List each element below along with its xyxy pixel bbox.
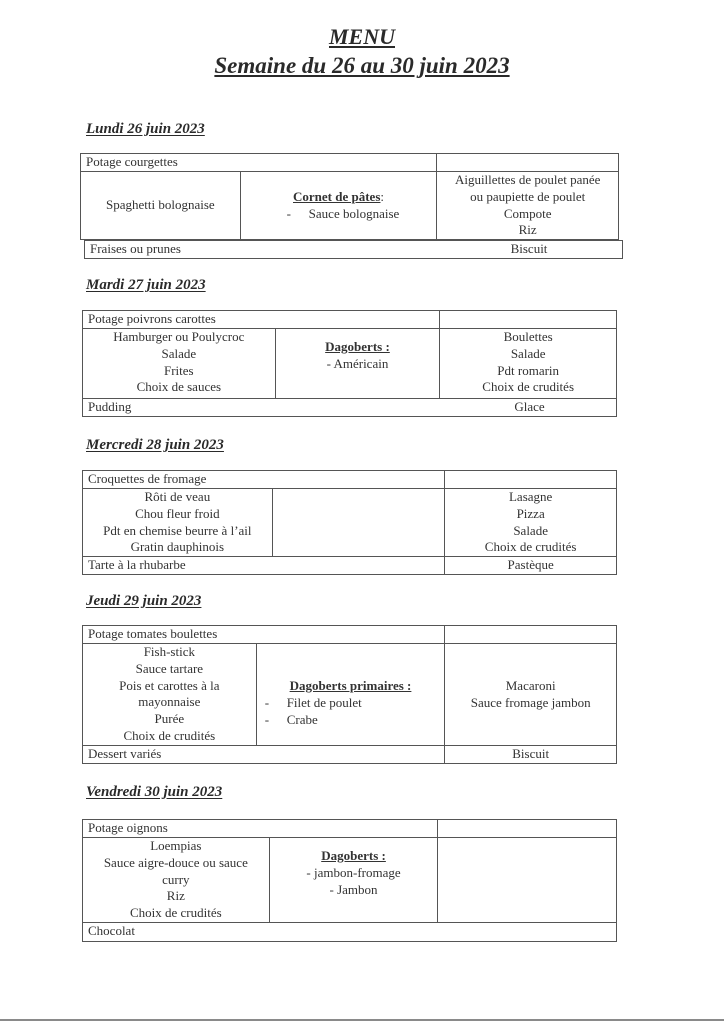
page-bottom-edge	[0, 1019, 724, 1021]
dessert-left: Pudding	[88, 399, 132, 414]
dish-line: Hamburger ou Poulycroc	[113, 329, 245, 344]
dish-line: Pdt en chemise beurre à l’ail	[103, 522, 252, 538]
empty-cell	[445, 471, 617, 489]
dessert-row-lundi	[84, 240, 623, 259]
alternative-title-text: Cornet de pâtes	[293, 188, 381, 204]
soup-cell: Potage oignons	[83, 820, 438, 838]
option-cell	[438, 838, 617, 923]
main-dish-cell	[83, 489, 273, 557]
alternative-item	[245, 206, 433, 223]
dish-line: Chou fleur froid	[135, 505, 220, 521]
dish-line: Salade	[510, 345, 546, 361]
alternative-item-text: Filet de poulet	[286, 694, 362, 710]
main-dish-cell	[83, 838, 270, 923]
alternative-cell	[272, 489, 445, 557]
dish-line: Pois et carottes à la	[119, 677, 220, 693]
page-title: MENU	[328, 24, 395, 49]
dish-line: Choix de crudités	[129, 905, 222, 921]
dessert-left: Dessert variés	[83, 746, 445, 764]
dish-line: Spaghetti bolognaise	[105, 197, 215, 213]
main-dish-cell	[83, 329, 276, 399]
soup-cell: Croquettes de fromage	[83, 471, 445, 489]
alternative-cell	[240, 172, 437, 240]
alternative-cell	[256, 644, 445, 746]
dish-line: Choix de crudités	[482, 379, 575, 395]
dish-line: Loempias	[150, 838, 202, 853]
alternative-item	[261, 712, 441, 729]
dessert-right: Glace	[514, 399, 545, 414]
empty-cell	[440, 311, 617, 329]
dish-line: curry	[162, 871, 190, 887]
dish-line: Choix de crudités	[123, 727, 216, 743]
empty-cell	[438, 820, 617, 838]
dish-line: Gratin dauphinois	[130, 539, 225, 555]
day-heading-mardi: Mardi 27 juin 2023	[86, 277, 206, 293]
alternative-title: Dagoberts primaires :	[289, 678, 412, 693]
page-subtitle: Semaine du 26 au 30 juin 2023	[214, 53, 510, 78]
dessert-row	[83, 399, 617, 417]
dessert-left: Fraises ou prunes	[90, 241, 181, 256]
dish-line: Sauce tartare	[135, 660, 204, 676]
title-suffix: :	[380, 188, 385, 204]
alternative-item: - Jambon	[329, 881, 378, 897]
soup-cell: Potage poivrons carottes	[83, 311, 440, 329]
alternative-title: Dagoberts :	[325, 339, 390, 354]
main-dish-cell	[81, 172, 241, 240]
dash: -	[264, 711, 270, 727]
dish-line: Riz	[518, 222, 537, 238]
alternative-item: - Américain	[326, 355, 389, 371]
alternative-title	[293, 189, 380, 204]
menu-table-vendredi	[82, 819, 617, 942]
dish-line: Salade	[513, 522, 548, 538]
dessert-right: Pastèque	[445, 557, 617, 575]
dish-line: mayonnaise	[138, 694, 201, 710]
alternative-item	[261, 695, 441, 712]
empty-cell	[437, 154, 619, 172]
alternative-item-text: Sauce bolognaise	[308, 205, 400, 221]
dish-line: Macaroni	[505, 677, 556, 693]
dash: -	[286, 205, 292, 221]
dish-line: Frites	[164, 362, 194, 378]
day-heading-vendredi: Vendredi 30 juin 2023	[86, 784, 223, 800]
option-cell	[445, 489, 617, 557]
soup-cell: Potage courgettes	[81, 154, 437, 172]
day-heading-mercredi: Mercredi 28 juin 2023	[86, 437, 224, 453]
dessert-left: Chocolat	[83, 923, 617, 942]
alternative-title: Dagoberts :	[321, 848, 386, 863]
option-cell	[445, 644, 617, 746]
menu-table-mercredi	[82, 470, 617, 575]
dish-line: ou paupiette de poulet	[470, 188, 586, 204]
dish-line: Pizza	[516, 505, 545, 521]
dish-line: Choix de crudités	[484, 539, 577, 555]
dessert-right: Biscuit	[445, 746, 617, 764]
day-heading-lundi: Lundi 26 juin 2023	[86, 121, 205, 137]
dish-line: Boulettes	[503, 329, 553, 344]
dish-line: Lasagne	[508, 489, 553, 504]
empty-cell	[445, 626, 617, 644]
dish-line: Salade	[161, 345, 197, 361]
dessert-left: Tarte à la rhubarbe	[83, 557, 445, 575]
dish-line: Riz	[166, 888, 185, 904]
option-cell	[437, 172, 619, 240]
dash: -	[264, 694, 270, 710]
dish-line: Pdt romarin	[497, 362, 560, 378]
menu-table-jeudi	[82, 625, 617, 764]
soup-cell: Potage tomates boulettes	[83, 626, 445, 644]
alternative-cell	[275, 329, 440, 399]
day-heading-jeudi: Jeudi 29 juin 2023	[86, 593, 202, 609]
dish-line: Aiguillettes de poulet panée	[454, 172, 601, 187]
dish-line: Sauce aigre-douce ou sauce	[103, 854, 248, 870]
dish-line: Compote	[503, 205, 552, 221]
alternative-item: - jambon-fromage	[306, 864, 401, 880]
menu-table-lundi	[80, 153, 619, 240]
dish-line: Fish-stick	[143, 644, 195, 659]
dish-line: Sauce fromage jambon	[470, 694, 591, 710]
dessert-right: Biscuit	[510, 241, 548, 256]
dish-line: Choix de sauces	[136, 379, 222, 395]
main-dish-cell	[83, 644, 257, 746]
dish-line: Rôti de veau	[144, 489, 211, 504]
menu-table-mardi	[82, 310, 617, 417]
alternative-item-text: Crabe	[286, 711, 318, 727]
dish-line: Purée	[154, 711, 185, 727]
alternative-cell	[269, 838, 438, 923]
option-cell	[440, 329, 617, 399]
